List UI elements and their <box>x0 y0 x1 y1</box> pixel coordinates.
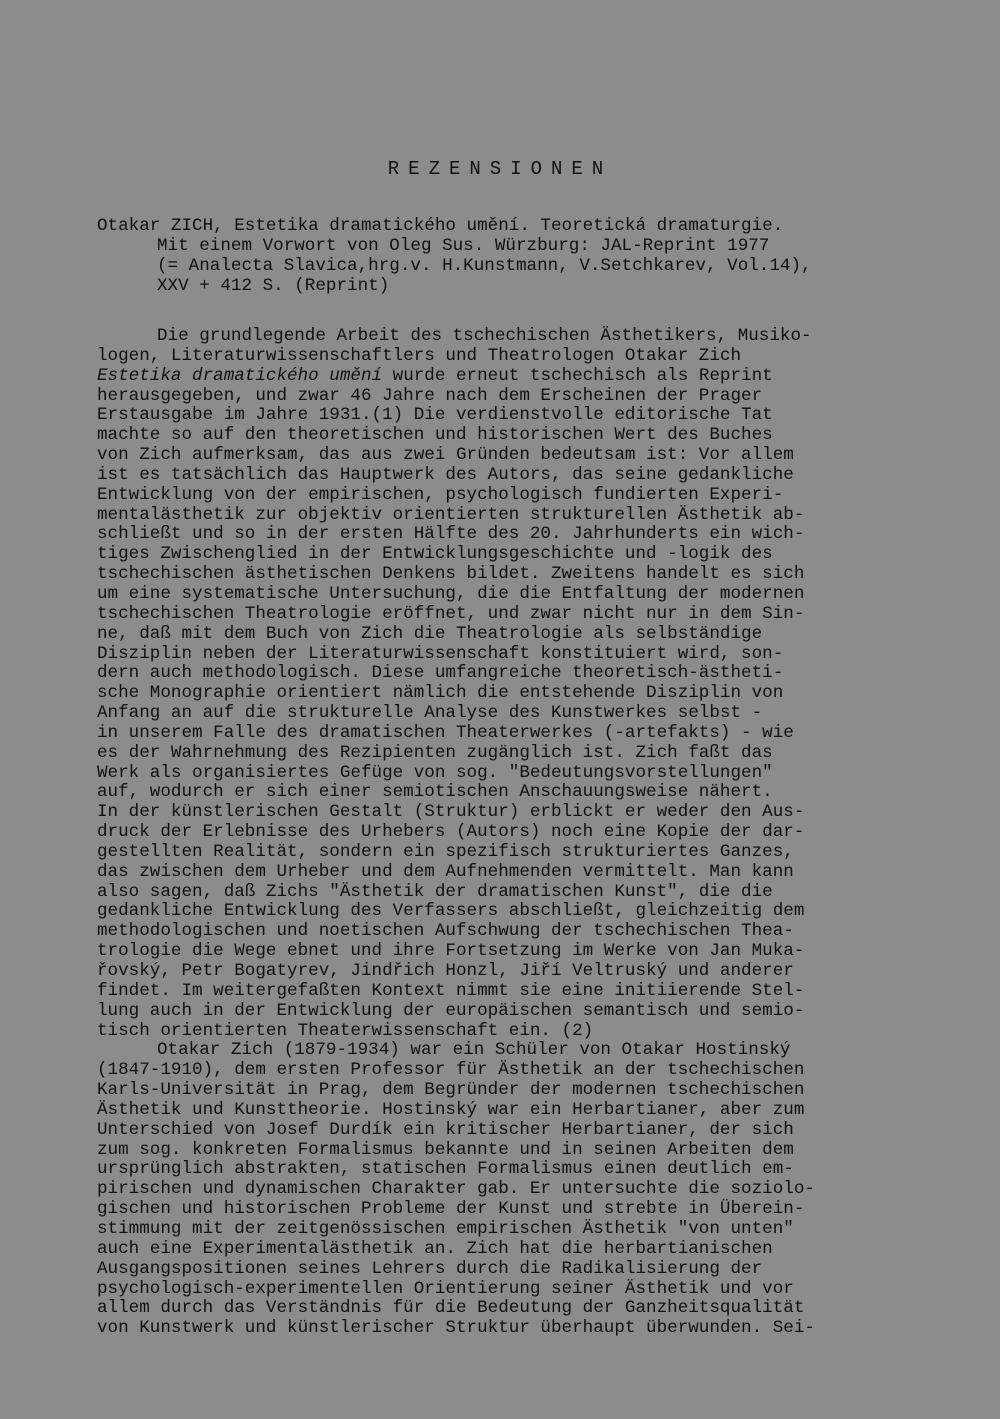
text-line: trologie die Wege ebnet und ihre Fortsetzung im Werke von Jan Muka- <box>97 941 805 962</box>
text-line: in unserem Falle des dramatischen Theaterwerkes (-artefakts) - wie <box>97 722 794 743</box>
text-line <box>97 367 917 387</box>
text-line: psychologisch-experimentellen Orientierung seiner Ästhetik und vor <box>97 1278 794 1299</box>
text-line: gischen und historischen Probleme der Kunst und strebte in Überein- <box>97 1199 805 1220</box>
text-line: von Kunstwerk und künstlerischer Struktur überhaupt überwunden. Sei- <box>97 1318 815 1339</box>
text-line: Entwicklung von der empirischen, psychologisch fundierten Experi- <box>97 484 784 505</box>
text-line: gedankliche Entwicklung des Verfassers abschließt, gleichzeitig dem <box>97 901 805 922</box>
text-line: auf, wodurch er sich einer semiotischen Anschauungsweise nähert. <box>97 782 773 803</box>
bibliographic-entry <box>97 216 917 296</box>
text-fragment: wurde erneut tschechisch als Reprint <box>382 365 773 386</box>
text-line: tschechischen Theatrologie eröffnet, und zwar nicht nur in dem Sin- <box>97 603 805 624</box>
text-line: Ästhetik und Kunsttheorie. Hostinský war ein Herbartianer, aber zum <box>97 1099 805 1120</box>
text-line: ne, daß mit dem Buch von Zich die Theatrologie als selbständige <box>97 623 763 644</box>
section-heading: REZENSIONEN <box>387 158 613 180</box>
text-line: Die grundlegende Arbeit des tschechischen Ästhetikers, Musiko- <box>157 326 812 346</box>
text-line: Disziplin neben der Literaturwissenschaft konstituiert wird, son- <box>97 643 784 664</box>
text-line: Unterschied von Josef Durdík ein kritischer Herbartianer, der sich <box>97 1119 794 1140</box>
text-line: tschechischen ästhetischen Denkens bildet. Zweitens handelt es sich <box>97 564 805 585</box>
biblio-line: Otakar ZICH, Estetika dramatického umění. Teoretická dramaturgie. <box>97 216 784 236</box>
text-line: von Zich aufmerksam, das aus zwei Gründen bedeutsam ist: Vor allem <box>97 445 794 466</box>
text-line: findet. Im weitergefaßten Kontext nimmt sie eine initiierende Stel- <box>97 980 805 1001</box>
text-line: (1847-1910), dem ersten Professor für Ästhetik an der tschechischen <box>97 1060 805 1081</box>
text-line: um eine systematische Untersuchung, die die Entfaltung der modernen <box>97 583 805 604</box>
text-line: tiges Zwischenglied in der Entwicklungsgeschichte und -logik des <box>97 544 773 565</box>
text-line: sche Monographie orientiert nämlich die entstehende Disziplin von <box>97 683 784 704</box>
text-line: Erstausgabe im Jahre 1931.(1) Die verdienstvolle editorische Tat <box>97 405 773 426</box>
biblio-line: Mit einem Vorwort von Oleg Sus. Würzburg: JAL-Reprint 1977 <box>157 236 770 256</box>
text-line: tisch orientierten Theaterwissenschaft ein. (2) <box>97 1020 594 1041</box>
text-line: lung auch in der Entwicklung der europäischen semantisch und semio- <box>97 1000 805 1021</box>
text-line: dern auch methodologisch. Diese umfangreiche theoretisch-ästheti- <box>97 663 784 684</box>
text-line: machte so auf den theoretischen und historischen Wert des Buches <box>97 425 773 446</box>
text-line: mentalästhetik zur objektiv orientierten strukturellen Ästhetik ab- <box>97 504 805 525</box>
text-line: auch eine Experimentalästhetik an. Zich hat die herbartianischen <box>97 1238 773 1259</box>
text-line: Otakar Zich (1879-1934) war ein Schüler von Otakar Hostinský <box>157 1040 791 1061</box>
text-line: herausgegeben, und zwar 46 Jahre nach dem Erscheinen der Prager <box>97 385 763 406</box>
text-line: zum sog. konkreten Formalismus bekannte und in seinen Arbeiten dem <box>97 1139 794 1160</box>
text-line: pirischen und dynamischen Charakter gab. Er untersuchte die soziolo- <box>97 1179 815 1200</box>
text-line: ist es tatsächlich das Hauptwerk des Autors, das seine gedankliche <box>97 464 794 485</box>
text-line: gestellten Realität, sondern ein spezifisch strukturiertes Ganzes, <box>97 841 794 862</box>
text-line: allem durch das Verständnis für die Bedeutung der Ganzheitsqualität <box>97 1298 805 1319</box>
biblio-line: XXV + 412 S. (Reprint) <box>157 276 390 296</box>
text-line: Ausgangspositionen seines Lehrers durch die Radikalisierung der <box>97 1258 763 1279</box>
text-line: Werk als organisiertes Gefüge von sog. "Bedeutungsvorstellungen" <box>97 762 773 783</box>
text-line: řovský, Petr Bogatyrev, Jindřich Honzl, Jiří Veltruský und anderer <box>97 961 794 981</box>
book-title-italic: Estetika dramatického umění <box>97 365 383 386</box>
text-line: methodologischen und noetischen Aufschwung der tschechischen Thea- <box>97 921 794 942</box>
text-line: druck der Erlebnisse des Urhebers (Autors) noch eine Kopie der dar- <box>97 822 805 843</box>
review-body <box>97 327 917 1339</box>
text-line: Anfang an auf die strukturelle Analyse des Kunstwerkes selbst - <box>97 703 763 724</box>
text-line: Karls-Universität in Prag, dem Begründer der modernen tschechischen <box>97 1080 805 1101</box>
text-line: es der Wahrnehmung des Rezipienten zugänglich ist. Zich faßt das <box>97 742 773 763</box>
text-line: logen, Literaturwissenschaftlers und Theatrologen Otakar Zich <box>97 345 742 366</box>
text-line: ursprünglich abstrakten, statischen Formalismus einen deutlich em- <box>97 1159 794 1180</box>
biblio-line: (= Analecta Slavica,hrg.v. H.Kunstmann, V.Setchkarev, Vol.14), <box>157 256 812 276</box>
text-line: das zwischen dem Urheber und dem Aufnehmenden vermittelt. Man kann <box>97 861 794 882</box>
text-line: schließt und so in der ersten Hälfte des 20. Jahrhunderts ein wich- <box>97 524 805 545</box>
text-line: also sagen, daß Zichs "Ästhetik der dramatischen Kunst", die die <box>97 881 773 902</box>
text-line: stimmung mit der zeitgenössischen empirischen Ästhetik "von unten" <box>97 1218 794 1239</box>
text-line: In der künstlerischen Gestalt (Struktur) erblickt er weder den Aus- <box>97 802 805 823</box>
